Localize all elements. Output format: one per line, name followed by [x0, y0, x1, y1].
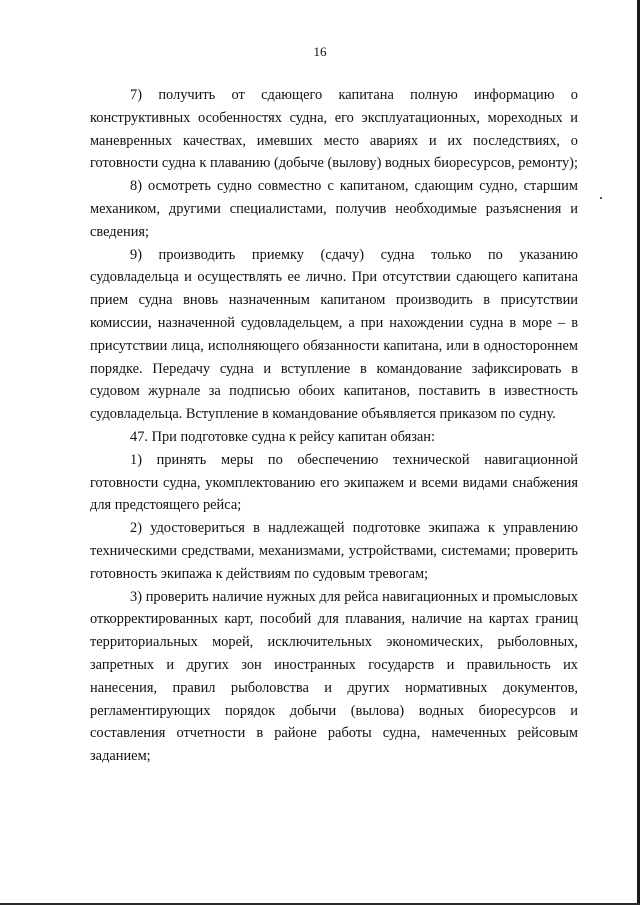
scan-speck [600, 197, 602, 199]
document-body [90, 84, 578, 768]
paragraph-section-47: 47. При подготовке судна к рейсу капитан обязан: [130, 428, 435, 445]
page-number: 16 [313, 44, 327, 59]
paragraph-item-9: 9) производить приемку (сдачу) судна только по указанию судовладельца и осуществлять ее лично. При отсутствии сдающего капитана прием судна вновь назначенным капитаном производить в присутствии комиссии, назначенной судовладельцем, а при нахождении судна в море – в присутствии лица, исполняющего обязанности капитана, или в одностороннем порядке. Передачу судна и вступление в командование зафиксировать в судовом журнале за подписью обоих капитанов, поставить в известность судовладельца. Вступление в командование объявляется приказом по судну. [90, 246, 578, 423]
paragraph-item-2: 2) удостовериться в надлежащей подготовке экипажа к управлению техническими средствами, механизмами, устройствами, системами; проверить готовность экипажа к действиям по судовым тревогам; [90, 520, 578, 582]
paragraph-item-3: 3) проверить наличие нужных для рейса навигационных и промысловых откорректированных карт, пособий для плавания, наличие на картах границ территориальных морей, исключительных экономических, рыболовных, запретных и других зон иностранных государств и правильность их нанесения, правил рыболовства и других нормативных документов, регламентирующих порядок добычи (вылова) водных биоресурсов и составления отчетности в районе работы судна, намеченных рейсовым заданием; [90, 588, 578, 765]
paragraph-item-7: 7) получить от сдающего капитана полную информацию о конструктивных особенностях судна, его эксплуатационных, мореходных и маневренных качествах, имевших место авариях и их последствиях, о готовности судна к плаванию (добыче (вылову) водных биоресурсов, ремонту); [90, 87, 578, 172]
paragraph-item-8: 8) осмотреть судно совместно с капитаном, сдающим судно, старшим механиком, другими специалистами, получив необходимые разъяснения и сведения; [90, 178, 578, 240]
paragraph-item-1: 1) принять меры по обеспечению технической навигационной готовности судна, укомплектованию его экипажем и всеми видами снабжения для предстоящего рейса; [90, 451, 578, 514]
